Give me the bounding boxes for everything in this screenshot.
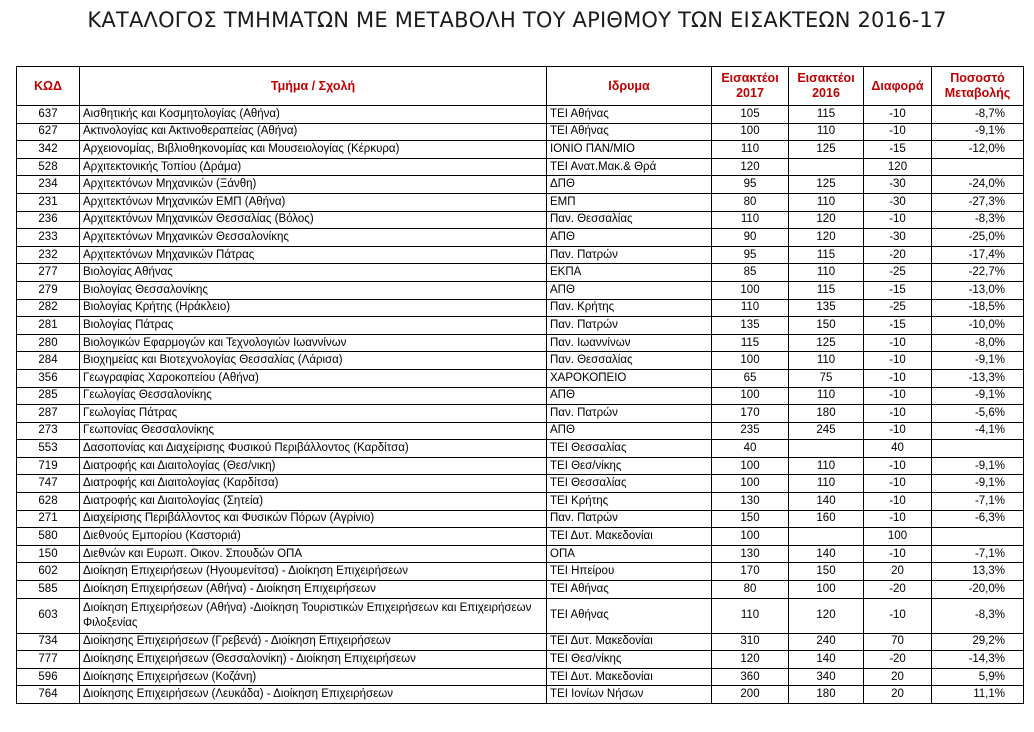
table-row bbox=[17, 352, 1024, 370]
cell-percent-change: -13,0% bbox=[932, 281, 1024, 299]
cell-admitted-2017: 90 bbox=[712, 229, 789, 247]
table-row bbox=[17, 686, 1024, 704]
cell-department: Αρχιτεκτονικής Τοπίου (Δράμα) bbox=[80, 158, 547, 176]
cell-institution: Παν. Ιωαννίνων bbox=[547, 334, 712, 352]
cell-institution: ΤΕΙ Δυτ. Μακεδονίαι bbox=[547, 633, 712, 651]
table-row bbox=[17, 475, 1024, 493]
cell-difference: -30 bbox=[864, 193, 932, 211]
cell-institution: ΤΕΙ Αθήνας bbox=[547, 598, 712, 633]
cell-admitted-2016: 125 bbox=[789, 334, 864, 352]
table-row bbox=[17, 334, 1024, 352]
table-row bbox=[17, 387, 1024, 405]
cell-department: Διοίκησης Επιχειρήσεων (Γρεβενά) - Διοίκηση Επιχειρήσεων bbox=[80, 633, 547, 651]
table-header-row bbox=[17, 67, 1024, 106]
cell-institution: ΔΠΘ bbox=[547, 176, 712, 194]
cell-difference: 40 bbox=[864, 440, 932, 458]
cell-code: 627 bbox=[17, 123, 80, 141]
cell-admitted-2016: 245 bbox=[789, 422, 864, 440]
cell-admitted-2017: 310 bbox=[712, 633, 789, 651]
cell-percent-change: -4,1% bbox=[932, 422, 1024, 440]
cell-admitted-2016: 240 bbox=[789, 633, 864, 651]
cell-admitted-2017: 80 bbox=[712, 193, 789, 211]
cell-difference: -10 bbox=[864, 369, 932, 387]
cell-institution: ΑΠΘ bbox=[547, 229, 712, 247]
cell-code: 747 bbox=[17, 475, 80, 493]
cell-department: Γεωπονίας Θεσσαλονίκης bbox=[80, 422, 547, 440]
cell-code: 236 bbox=[17, 211, 80, 229]
header-admitted-2016: Εισακτέοι 2016 bbox=[789, 67, 864, 106]
cell-institution: ΤΕΙ Αθήνας bbox=[547, 123, 712, 141]
cell-percent-change: -9,1% bbox=[932, 475, 1024, 493]
cell-code: 287 bbox=[17, 405, 80, 423]
cell-percent-change: -8,3% bbox=[932, 598, 1024, 633]
cell-percent-change bbox=[932, 158, 1024, 176]
cell-code: 596 bbox=[17, 668, 80, 686]
cell-department: Διατροφής και Διαιτολογίας (Θεσ/νικη) bbox=[80, 457, 547, 475]
cell-admitted-2016: 110 bbox=[789, 352, 864, 370]
cell-code: 342 bbox=[17, 141, 80, 159]
cell-admitted-2016: 180 bbox=[789, 405, 864, 423]
cell-percent-change: 11,1% bbox=[932, 686, 1024, 704]
header-code: ΚΩΔ bbox=[17, 67, 80, 106]
cell-admitted-2016: 140 bbox=[789, 493, 864, 511]
cell-code: 282 bbox=[17, 299, 80, 317]
cell-percent-change: -24,0% bbox=[932, 176, 1024, 194]
cell-percent-change: -9,1% bbox=[932, 387, 1024, 405]
cell-code: 231 bbox=[17, 193, 80, 211]
cell-department: Αρχιτεκτόνων Μηχανικών Πάτρας bbox=[80, 246, 547, 264]
cell-admitted-2016: 140 bbox=[789, 545, 864, 563]
cell-percent-change: -10,0% bbox=[932, 317, 1024, 335]
cell-difference: -15 bbox=[864, 317, 932, 335]
cell-difference: -10 bbox=[864, 545, 932, 563]
cell-admitted-2016: 110 bbox=[789, 264, 864, 282]
cell-code: 271 bbox=[17, 510, 80, 528]
cell-admitted-2017: 120 bbox=[712, 651, 789, 669]
cell-department: Βιολογίας Πάτρας bbox=[80, 317, 547, 335]
cell-code: 528 bbox=[17, 158, 80, 176]
cell-percent-change: -6,3% bbox=[932, 510, 1024, 528]
cell-code: 233 bbox=[17, 229, 80, 247]
cell-department: Δασοπονίας και Διαχείρισης Φυσικού Περιβάλλοντος (Καρδίτσα) bbox=[80, 440, 547, 458]
cell-admitted-2016: 75 bbox=[789, 369, 864, 387]
cell-department: Διεθνών και Ευρωπ. Οικον. Σπουδών ΟΠΑ bbox=[80, 545, 547, 563]
header-admitted-2017: Εισακτέοι 2017 bbox=[712, 67, 789, 106]
cell-percent-change: -20,0% bbox=[932, 581, 1024, 599]
cell-difference: 70 bbox=[864, 633, 932, 651]
cell-department: Διεθνούς Εμπορίου (Καστοριά) bbox=[80, 528, 547, 546]
cell-admitted-2017: 130 bbox=[712, 545, 789, 563]
cell-percent-change: 13,3% bbox=[932, 563, 1024, 581]
cell-admitted-2016: 115 bbox=[789, 246, 864, 264]
cell-difference: -10 bbox=[864, 334, 932, 352]
cell-percent-change: -27,3% bbox=[932, 193, 1024, 211]
cell-difference: -15 bbox=[864, 281, 932, 299]
cell-department: Αρχιτεκτόνων Μηχανικών Θεσσαλονίκης bbox=[80, 229, 547, 247]
header-department: Τμήμα / Σχολή bbox=[80, 67, 547, 106]
cell-percent-change: -17,4% bbox=[932, 246, 1024, 264]
cell-institution: Παν. Πατρών bbox=[547, 246, 712, 264]
cell-department: Διοίκηση Επιχειρήσεων (Αθήνα) - Διοίκηση Επιχειρήσεων bbox=[80, 581, 547, 599]
cell-department: Διαχείρισης Περιβάλλοντος και Φυσικών Πόρων (Αγρίνιο) bbox=[80, 510, 547, 528]
table-row bbox=[17, 440, 1024, 458]
cell-difference: -20 bbox=[864, 581, 932, 599]
cell-difference: 100 bbox=[864, 528, 932, 546]
cell-difference: -10 bbox=[864, 352, 932, 370]
cell-admitted-2016: 110 bbox=[789, 193, 864, 211]
cell-department: Βιολογίας Αθήνας bbox=[80, 264, 547, 282]
cell-difference: -30 bbox=[864, 176, 932, 194]
cell-admitted-2016: 340 bbox=[789, 668, 864, 686]
cell-admitted-2017: 110 bbox=[712, 141, 789, 159]
cell-difference: -25 bbox=[864, 299, 932, 317]
cell-admitted-2017: 95 bbox=[712, 246, 789, 264]
cell-code: 764 bbox=[17, 686, 80, 704]
cell-percent-change: 5,9% bbox=[932, 668, 1024, 686]
cell-department: Διατροφής και Διαιτολογίας (Σητεία) bbox=[80, 493, 547, 511]
cell-institution: ΑΠΘ bbox=[547, 422, 712, 440]
table-row bbox=[17, 229, 1024, 247]
cell-code: 284 bbox=[17, 352, 80, 370]
table-row bbox=[17, 422, 1024, 440]
table-row bbox=[17, 264, 1024, 282]
table-row bbox=[17, 106, 1024, 124]
table-row bbox=[17, 581, 1024, 599]
table-row bbox=[17, 493, 1024, 511]
cell-admitted-2017: 100 bbox=[712, 123, 789, 141]
cell-difference: -10 bbox=[864, 211, 932, 229]
cell-percent-change: -14,3% bbox=[932, 651, 1024, 669]
cell-admitted-2016: 135 bbox=[789, 299, 864, 317]
table-row bbox=[17, 141, 1024, 159]
cell-institution: ΤΕΙ Κρήτης bbox=[547, 493, 712, 511]
cell-institution: ΤΕΙ Ανατ.Μακ.& Θρά bbox=[547, 158, 712, 176]
cell-admitted-2017: 150 bbox=[712, 510, 789, 528]
cell-admitted-2017: 40 bbox=[712, 440, 789, 458]
cell-admitted-2017: 100 bbox=[712, 475, 789, 493]
cell-admitted-2017: 360 bbox=[712, 668, 789, 686]
cell-department: Αρχιτεκτόνων Μηχανικών ΕΜΠ (Αθήνα) bbox=[80, 193, 547, 211]
table-row bbox=[17, 246, 1024, 264]
cell-institution: Παν. Κρήτης bbox=[547, 299, 712, 317]
cell-department: Ακτινολογίας και Ακτινοθεραπείας (Αθήνα) bbox=[80, 123, 547, 141]
cell-institution: ΟΠΑ bbox=[547, 545, 712, 563]
cell-percent-change: -9,1% bbox=[932, 123, 1024, 141]
cell-institution: ΤΕΙ Θεσ/νίκης bbox=[547, 457, 712, 475]
cell-admitted-2017: 110 bbox=[712, 598, 789, 633]
cell-code: 628 bbox=[17, 493, 80, 511]
cell-admitted-2017: 170 bbox=[712, 405, 789, 423]
cell-code: 777 bbox=[17, 651, 80, 669]
cell-admitted-2017: 65 bbox=[712, 369, 789, 387]
cell-difference: 20 bbox=[864, 668, 932, 686]
cell-admitted-2016 bbox=[789, 440, 864, 458]
cell-code: 281 bbox=[17, 317, 80, 335]
table-row bbox=[17, 668, 1024, 686]
table-row bbox=[17, 193, 1024, 211]
cell-difference: -10 bbox=[864, 405, 932, 423]
cell-percent-change: -13,3% bbox=[932, 369, 1024, 387]
cell-admitted-2017: 105 bbox=[712, 106, 789, 124]
cell-admitted-2016: 140 bbox=[789, 651, 864, 669]
cell-code: 580 bbox=[17, 528, 80, 546]
cell-institution: Παν. Πατρών bbox=[547, 405, 712, 423]
cell-department: Διοίκηση Επιχειρήσεων (Ηγουμενίτσα) - Διοίκηση Επιχειρήσεων bbox=[80, 563, 547, 581]
cell-percent-change: -9,1% bbox=[932, 457, 1024, 475]
cell-admitted-2017: 100 bbox=[712, 528, 789, 546]
cell-admitted-2016: 100 bbox=[789, 581, 864, 599]
cell-institution: ΤΕΙ Δυτ. Μακεδονίαι bbox=[547, 528, 712, 546]
cell-institution: Παν. Πατρών bbox=[547, 510, 712, 528]
cell-institution: ΤΕΙ Ηπείρου bbox=[547, 563, 712, 581]
cell-admitted-2016: 150 bbox=[789, 317, 864, 335]
cell-code: 234 bbox=[17, 176, 80, 194]
cell-institution: ΕΚΠΑ bbox=[547, 264, 712, 282]
cell-code: 279 bbox=[17, 281, 80, 299]
cell-institution: Παν. Θεσσαλίας bbox=[547, 352, 712, 370]
cell-admitted-2016: 125 bbox=[789, 176, 864, 194]
table-row bbox=[17, 651, 1024, 669]
cell-code: 553 bbox=[17, 440, 80, 458]
cell-code: 273 bbox=[17, 422, 80, 440]
table-row bbox=[17, 563, 1024, 581]
table-row bbox=[17, 528, 1024, 546]
cell-difference: 20 bbox=[864, 563, 932, 581]
cell-admitted-2017: 170 bbox=[712, 563, 789, 581]
cell-percent-change: -8,7% bbox=[932, 106, 1024, 124]
cell-department: Διοίκησης Επιχειρήσεων (Λευκάδα) - Διοίκηση Επιχειρήσεων bbox=[80, 686, 547, 704]
cell-institution: ΤΕΙ Θεσ/νίκης bbox=[547, 651, 712, 669]
cell-admitted-2016 bbox=[789, 158, 864, 176]
cell-admitted-2017: 95 bbox=[712, 176, 789, 194]
header-institution: Ιδρυμα bbox=[547, 67, 712, 106]
cell-percent-change: -8,3% bbox=[932, 211, 1024, 229]
cell-difference: -30 bbox=[864, 229, 932, 247]
cell-institution: ΑΠΘ bbox=[547, 281, 712, 299]
cell-difference: -10 bbox=[864, 475, 932, 493]
cell-percent-change: -5,6% bbox=[932, 405, 1024, 423]
cell-admitted-2017: 110 bbox=[712, 211, 789, 229]
table-row bbox=[17, 299, 1024, 317]
cell-institution: ΤΕΙ Ιονίων Νήσων bbox=[547, 686, 712, 704]
cell-department: Αισθητικής και Κοσμητολογίας (Αθήνα) bbox=[80, 106, 547, 124]
cell-institution: ΧΑΡΟΚΟΠΕΙΟ bbox=[547, 369, 712, 387]
cell-department: Γεωγραφίας Χαροκοπείου (Αθήνα) bbox=[80, 369, 547, 387]
cell-percent-change bbox=[932, 528, 1024, 546]
cell-difference: -10 bbox=[864, 106, 932, 124]
cell-institution: ΤΕΙ Αθήνας bbox=[547, 581, 712, 599]
cell-difference: -15 bbox=[864, 141, 932, 159]
cell-code: 602 bbox=[17, 563, 80, 581]
cell-department: Αρχιτεκτόνων Μηχανικών (Ξάνθη) bbox=[80, 176, 547, 194]
cell-admitted-2016: 110 bbox=[789, 123, 864, 141]
cell-department: Διοίκηση Επιχειρήσεων (Αθήνα) -Διοίκηση Τουριστικών Επιχειρήσεων και Επιχειρήσεων Φιλοξενίας bbox=[80, 598, 547, 633]
cell-department: Βιολογίας Θεσσαλονίκης bbox=[80, 281, 547, 299]
cell-percent-change: -12,0% bbox=[932, 141, 1024, 159]
cell-difference: -20 bbox=[864, 246, 932, 264]
cell-department: Γεωλογίας Πάτρας bbox=[80, 405, 547, 423]
cell-institution: ΤΕΙ Αθήνας bbox=[547, 106, 712, 124]
cell-admitted-2016: 120 bbox=[789, 598, 864, 633]
cell-institution: ΕΜΠ bbox=[547, 193, 712, 211]
cell-institution: Παν. Θεσσαλίας bbox=[547, 211, 712, 229]
cell-code: 719 bbox=[17, 457, 80, 475]
cell-admitted-2017: 110 bbox=[712, 299, 789, 317]
cell-department: Βιολογικών Εφαρμογών και Τεχνολογιών Ιωαννίνων bbox=[80, 334, 547, 352]
cell-difference: -20 bbox=[864, 651, 932, 669]
cell-department: Γεωλογίας Θεσσαλονίκης bbox=[80, 387, 547, 405]
table-row bbox=[17, 211, 1024, 229]
cell-difference: 120 bbox=[864, 158, 932, 176]
cell-institution: ΑΠΘ bbox=[547, 387, 712, 405]
cell-department: Διατροφής και Διαιτολογίας (Καρδίτσα) bbox=[80, 475, 547, 493]
table-row bbox=[17, 510, 1024, 528]
cell-admitted-2016: 125 bbox=[789, 141, 864, 159]
cell-difference: -10 bbox=[864, 598, 932, 633]
table-row bbox=[17, 158, 1024, 176]
cell-admitted-2017: 85 bbox=[712, 264, 789, 282]
cell-admitted-2017: 80 bbox=[712, 581, 789, 599]
cell-institution: ΤΕΙ Θεσσαλίας bbox=[547, 440, 712, 458]
cell-code: 585 bbox=[17, 581, 80, 599]
cell-percent-change: -8,0% bbox=[932, 334, 1024, 352]
cell-institution: Παν. Πατρών bbox=[547, 317, 712, 335]
cell-difference: -10 bbox=[864, 493, 932, 511]
cell-department: Διοίκησης Επιχειρήσεων (Θεσσαλονίκη) - Διοίκηση Επιχειρήσεων bbox=[80, 651, 547, 669]
cell-percent-change: -22,7% bbox=[932, 264, 1024, 282]
cell-percent-change: -18,5% bbox=[932, 299, 1024, 317]
cell-code: 603 bbox=[17, 598, 80, 633]
cell-difference: -10 bbox=[864, 387, 932, 405]
cell-institution: ΤΕΙ Δυτ. Μακεδονίαι bbox=[547, 668, 712, 686]
cell-code: 277 bbox=[17, 264, 80, 282]
cell-department: Βιοχημείας και Βιοτεχνολογίας Θεσσαλίας (Λάρισα) bbox=[80, 352, 547, 370]
header-difference: Διαφορά bbox=[864, 67, 932, 106]
cell-code: 285 bbox=[17, 387, 80, 405]
cell-percent-change: -7,1% bbox=[932, 545, 1024, 563]
cell-admitted-2017: 100 bbox=[712, 352, 789, 370]
cell-admitted-2017: 100 bbox=[712, 281, 789, 299]
header-percent-change: Ποσοστό Μεταβολής bbox=[932, 67, 1024, 106]
cell-admitted-2016: 110 bbox=[789, 387, 864, 405]
cell-admitted-2016: 180 bbox=[789, 686, 864, 704]
cell-difference: -10 bbox=[864, 457, 932, 475]
cell-admitted-2017: 100 bbox=[712, 387, 789, 405]
cell-admitted-2017: 120 bbox=[712, 158, 789, 176]
cell-difference: -10 bbox=[864, 422, 932, 440]
cell-percent-change: -7,1% bbox=[932, 493, 1024, 511]
cell-department: Αρχιτεκτόνων Μηχανικών Θεσσαλίας (Βόλος) bbox=[80, 211, 547, 229]
cell-admitted-2016: 110 bbox=[789, 475, 864, 493]
cell-admitted-2016: 160 bbox=[789, 510, 864, 528]
cell-department: Βιολογίας Κρήτης (Ηράκλειο) bbox=[80, 299, 547, 317]
table-row bbox=[17, 281, 1024, 299]
table-row bbox=[17, 369, 1024, 387]
table-row bbox=[17, 405, 1024, 423]
cell-admitted-2016: 120 bbox=[789, 211, 864, 229]
cell-admitted-2016: 110 bbox=[789, 457, 864, 475]
cell-admitted-2017: 235 bbox=[712, 422, 789, 440]
cell-difference: -10 bbox=[864, 123, 932, 141]
cell-institution: ΙΟΝΙΟ ΠΑΝ/ΜΙΟ bbox=[547, 141, 712, 159]
table-row bbox=[17, 457, 1024, 475]
cell-admitted-2016: 150 bbox=[789, 563, 864, 581]
cell-percent-change: 29,2% bbox=[932, 633, 1024, 651]
table-row bbox=[17, 633, 1024, 651]
cell-admitted-2017: 135 bbox=[712, 317, 789, 335]
cell-admitted-2016: 115 bbox=[789, 281, 864, 299]
cell-admitted-2016: 120 bbox=[789, 229, 864, 247]
cell-difference: 20 bbox=[864, 686, 932, 704]
table-row bbox=[17, 598, 1024, 633]
cell-admitted-2017: 115 bbox=[712, 334, 789, 352]
cell-department: Διοίκησης Επιχειρήσεων (Κοζάνη) bbox=[80, 668, 547, 686]
table-row bbox=[17, 176, 1024, 194]
cell-percent-change: -9,1% bbox=[932, 352, 1024, 370]
cell-percent-change: -25,0% bbox=[932, 229, 1024, 247]
cell-code: 232 bbox=[17, 246, 80, 264]
cell-admitted-2016: 115 bbox=[789, 106, 864, 124]
table-row bbox=[17, 545, 1024, 563]
page-title: ΚΑΤΑΛΟΓΟΣ ΤΜΗΜΑΤΩΝ ΜΕ ΜΕΤΑΒΟΛΗ ΤΟΥ ΑΡΙΘΜΟΥ ΤΩΝ ΕΙΣΑΚΤΕΩΝ 2016-17 bbox=[87, 8, 947, 32]
cell-code: 734 bbox=[17, 633, 80, 651]
cell-department: Αρχειονομίας, Βιβλιοθηκονομίας και Μουσειολογίας (Κέρκυρα) bbox=[80, 141, 547, 159]
table-row bbox=[17, 123, 1024, 141]
cell-difference: -25 bbox=[864, 264, 932, 282]
cell-percent-change bbox=[932, 440, 1024, 458]
cell-code: 356 bbox=[17, 369, 80, 387]
data-table bbox=[16, 66, 1024, 704]
cell-code: 637 bbox=[17, 106, 80, 124]
cell-institution: ΤΕΙ Θεσσαλίας bbox=[547, 475, 712, 493]
table-row bbox=[17, 317, 1024, 335]
cell-code: 150 bbox=[17, 545, 80, 563]
table-body bbox=[17, 106, 1024, 704]
cell-admitted-2017: 130 bbox=[712, 493, 789, 511]
cell-admitted-2016 bbox=[789, 528, 864, 546]
cell-admitted-2017: 100 bbox=[712, 457, 789, 475]
cell-difference: -10 bbox=[864, 510, 932, 528]
cell-code: 280 bbox=[17, 334, 80, 352]
cell-admitted-2017: 200 bbox=[712, 686, 789, 704]
